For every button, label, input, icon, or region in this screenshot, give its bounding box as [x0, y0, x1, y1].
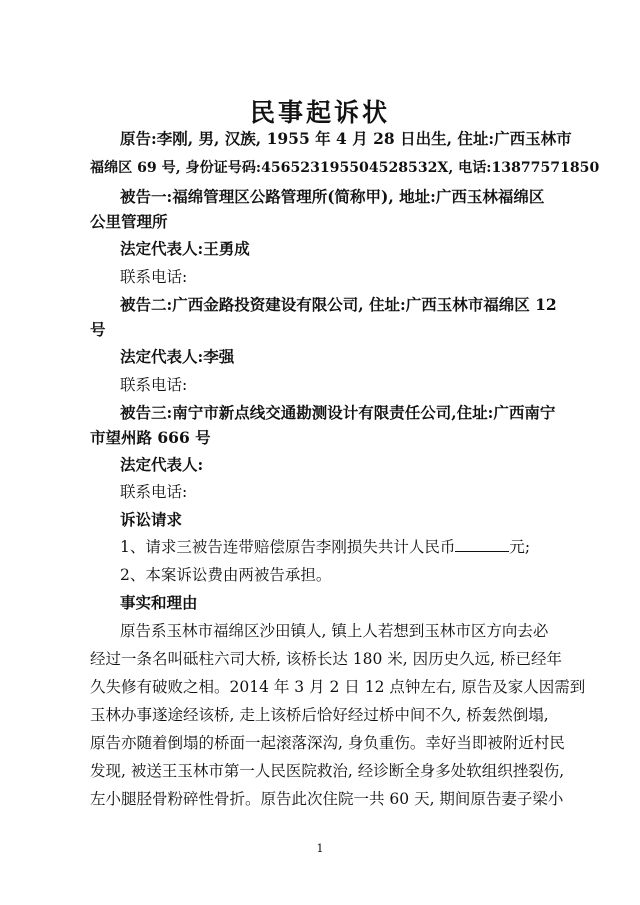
claim-1-text: 1、请求三被告连带赔偿原告李刚损失共计人民币	[120, 538, 456, 556]
facts-line-1: 原告系玉林市福绵区沙田镇人, 镇上人若想到玉林市区方向去必	[120, 622, 549, 640]
facts-line-4: 玉林办事遂途经该桥, 走上该桥后恰好经过桥中间不久, 桥轰然倒塌,	[90, 706, 549, 724]
defendant3-line-1: 被告三:南宁市新点线交通勘测设计有限责任公司,住址:广西南宁	[120, 403, 556, 422]
plaintiff-line-2: 福绵区 69 号, 身份证号码:456523195504528532X, 电话:13877571850	[90, 160, 600, 176]
claim-1-unit: 元;	[509, 538, 531, 556]
claims-heading: 诉讼请求	[120, 511, 183, 529]
defendant3-line-2: 市望州路 666 号	[90, 428, 211, 447]
document-title: 民事起诉状	[249, 98, 390, 127]
claim-1	[120, 537, 530, 557]
facts-line-2: 经过一条名叫砥柱六司大桥, 该桥长达 180 米, 因历史久远, 桥已经年	[90, 650, 563, 668]
defendant3-phone: 联系电话:	[120, 483, 188, 501]
defendant1-rep: 法定代表人:王勇成	[120, 239, 250, 258]
facts-line-3: 久失修有破败之相。2014 年 3 月 2 日 12 点钟左右, 原告及家人因需到	[90, 678, 586, 696]
defendant3-rep: 法定代表人:	[120, 455, 204, 474]
page-number: 1	[316, 842, 324, 855]
defendant1-line-2: 公里管理所	[90, 212, 168, 231]
defendant2-rep: 法定代表人:李强	[120, 347, 235, 366]
amount-blank	[455, 537, 509, 552]
facts-heading: 事实和理由	[120, 594, 198, 612]
plaintiff-line-1: 原告:李刚, 男, 汉族, 1955 年 4 月 28 日出生, 住址:广西玉林市	[120, 129, 572, 148]
facts-line-7: 左小腿胫骨粉碎性骨折。原告此次住院一共 60 天, 期间原告妻子梁小	[90, 790, 564, 808]
claim-2: 2、本案诉讼费由两被告承担。	[120, 566, 332, 584]
defendant2-phone: 联系电话:	[120, 376, 188, 394]
facts-line-6: 发现, 被送王玉林市第一人民医院救治, 经诊断全身多处软组织挫裂伤,	[90, 762, 565, 780]
defendant2-line-1: 被告二:广西金路投资建设有限公司, 住址:广西玉林市福绵区 12	[120, 295, 557, 314]
defendant1-line-1: 被告一:福绵管理区公路管理所(简称甲), 地址:广西玉林福绵区	[120, 187, 545, 206]
defendant1-phone: 联系电话:	[120, 268, 188, 286]
facts-line-5: 原告亦随着倒塌的桥面一起滚落深沟, 身负重伤。幸好当即被附近村民	[90, 734, 565, 752]
defendant2-line-2: 号	[90, 320, 106, 339]
